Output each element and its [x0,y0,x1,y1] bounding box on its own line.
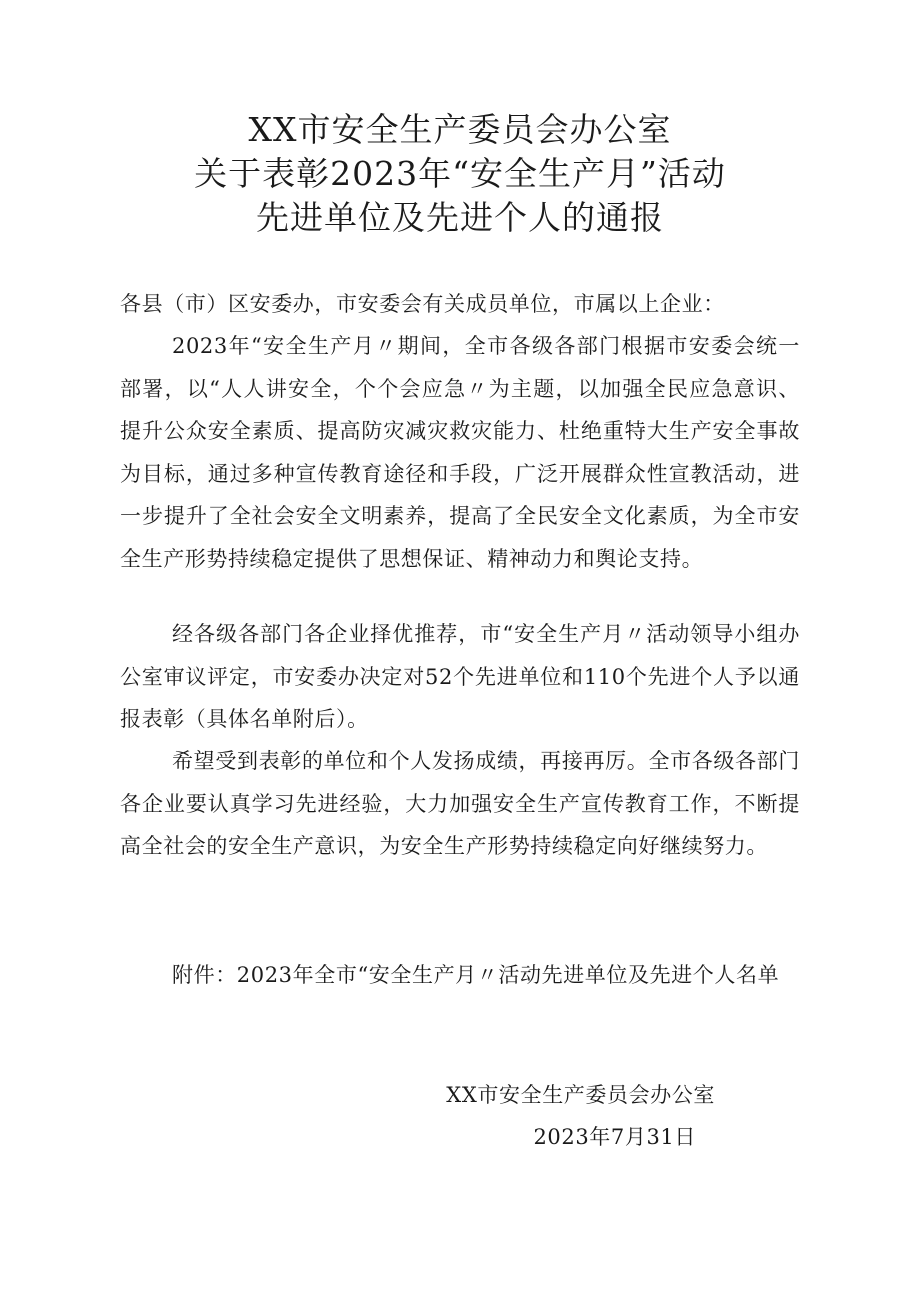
issue-date: 2023年7月31日 [533,1125,696,1149]
paragraph-3: 希望受到表彰的单位和个人发扬成绩，再接再厉。全市各级各部门各企业要认真学习先进经验，大力加强安全生产宣传教育工作，不断提高全社会的安全生产意识，为安全生产形势持续稳定向好继续努力。 [120,749,800,858]
document-title [0,108,920,240]
issuer-signature: XX市安全生产委员会办公室 [446,1083,715,1107]
paragraph-2: 经各级各部门各企业择优推荐，市“安全生产月〃活动领导小组办公室审议评定，市安委办决定对52个先进单位和110个先进个人予以通报表彰（具体名单附后）。 [120,622,800,731]
title-line-1: XX市安全生产委员会办公室 [248,110,672,149]
salutation: 各县（市）区安委办，市安委会有关成员单位，市属以上企业： [120,292,725,316]
paragraph-1: 2023年“安全生产月〃期间，全市各级各部门根据市安委会统一部署，以“人人讲安全，个个会应急〃为主题，以加强全民应急意识、提升公众安全素质、提高防灾减灾救灾能力、杜绝重特大生产安全事故为目标，通过多种宣传教育途径和手段，广泛开展群众性宣教活动，进一步提升了全社会安全文明素养，提高了全民安全文化素质，为全市安全生产形势持续稳定提供了思想保证、精神动力和舆论支持。 [120,334,800,571]
title-line-3: 先进单位及先进个人的通报 [256,198,664,237]
title-line-2: 关于表彰2023年“安全生产月”活动 [194,154,726,193]
attachment-note: 附件：2023年全市“安全生产月〃活动先进单位及先进个人名单 [172,963,780,987]
